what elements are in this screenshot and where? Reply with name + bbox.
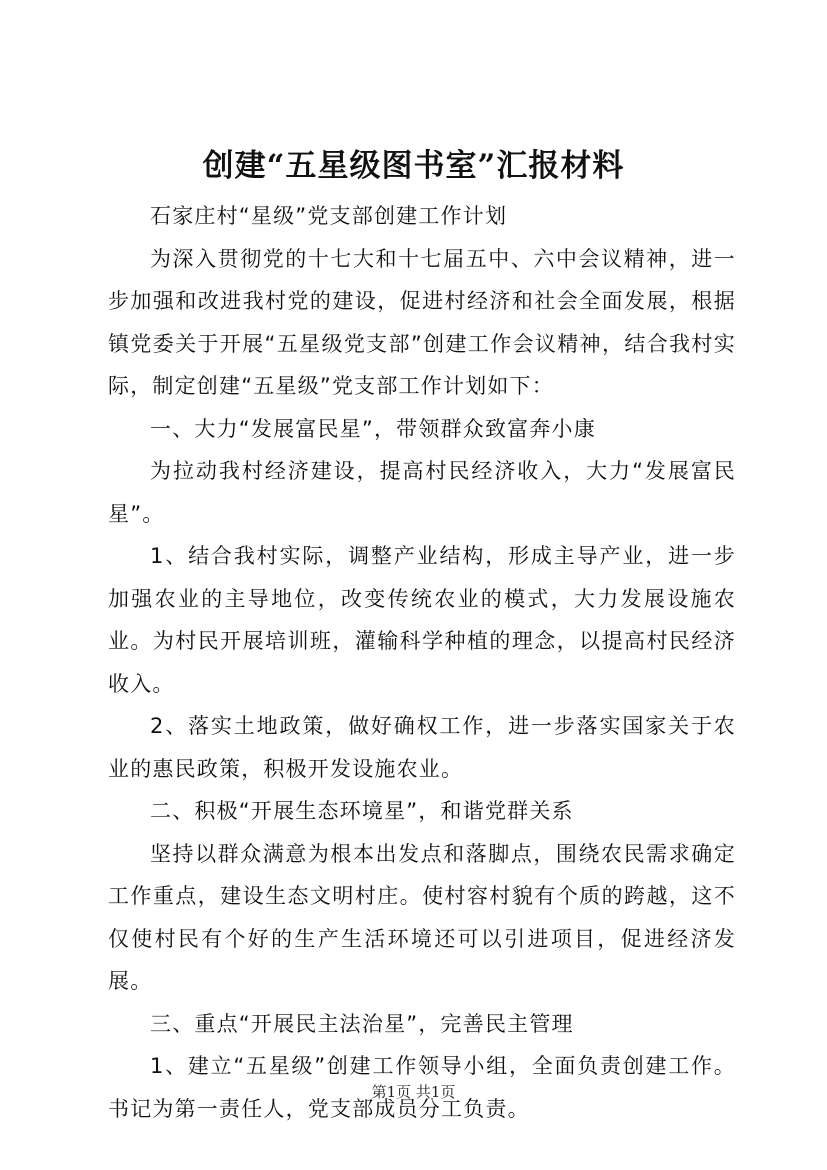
section-2-paragraph: 坚持以群众满意为根本出发点和落脚点，围绕农民需求确定工作重点，建设生态文明村庄。使村容村貌有个质的跨越，这不仅使村民有个好的生产生活环境还可以引进项目，促进经济发展。 bbox=[108, 841, 736, 993]
section-3-item-1: 1、建立“五星级”创建工作领导小组，全面负责创建工作。书记为第一责任人，党支部成员分工负责。 bbox=[108, 1054, 736, 1121]
section-1-paragraph: 为拉动我村经济建设，提高村民经济收入，大力“发展富民星”。 bbox=[108, 459, 736, 526]
section-heading-1: 一、大力“发展富民星”，带领群众致富奔小康 bbox=[150, 416, 596, 441]
plan-heading: 石家庄村“星级”党支部创建工作计划 bbox=[150, 204, 508, 228]
section-1-item-1: 1、结合我村实际，调整产业结构，形成主导产业，进一步加强农业的主导地位，改变传统农业的模式，大力发展设施农业。为村民开展培训班，灌输科学种植的理念，以提高村民经济收入。 bbox=[108, 544, 736, 696]
document-body bbox=[108, 195, 736, 1130]
intro-paragraph: 为深入贯彻党的十七大和十七届五中、六中会议精神，进一步加强和改进我村党的建设，促进村经济和社会全面发展，根据镇党委关于开展“五星级党支部”创建工作会议精神，结合我村实际，制定创建“五星级”党支部工作计划如下： bbox=[108, 246, 736, 398]
section-1-item-2: 2、落实土地政策，做好确权工作，进一步落实国家关于农业的惠民政策，积极开发设施农业。 bbox=[108, 714, 736, 781]
page-footer: 第1页 共1页 bbox=[371, 1083, 456, 1101]
section-heading-3: 三、重点“开展民主法治星”，完善民主管理 bbox=[150, 1011, 574, 1036]
section-heading-2: 二、积极“开展生态环境星”，和谐党群关系 bbox=[150, 799, 574, 823]
document-title: 创建“五星级图书室”汇报材料 bbox=[202, 148, 625, 184]
